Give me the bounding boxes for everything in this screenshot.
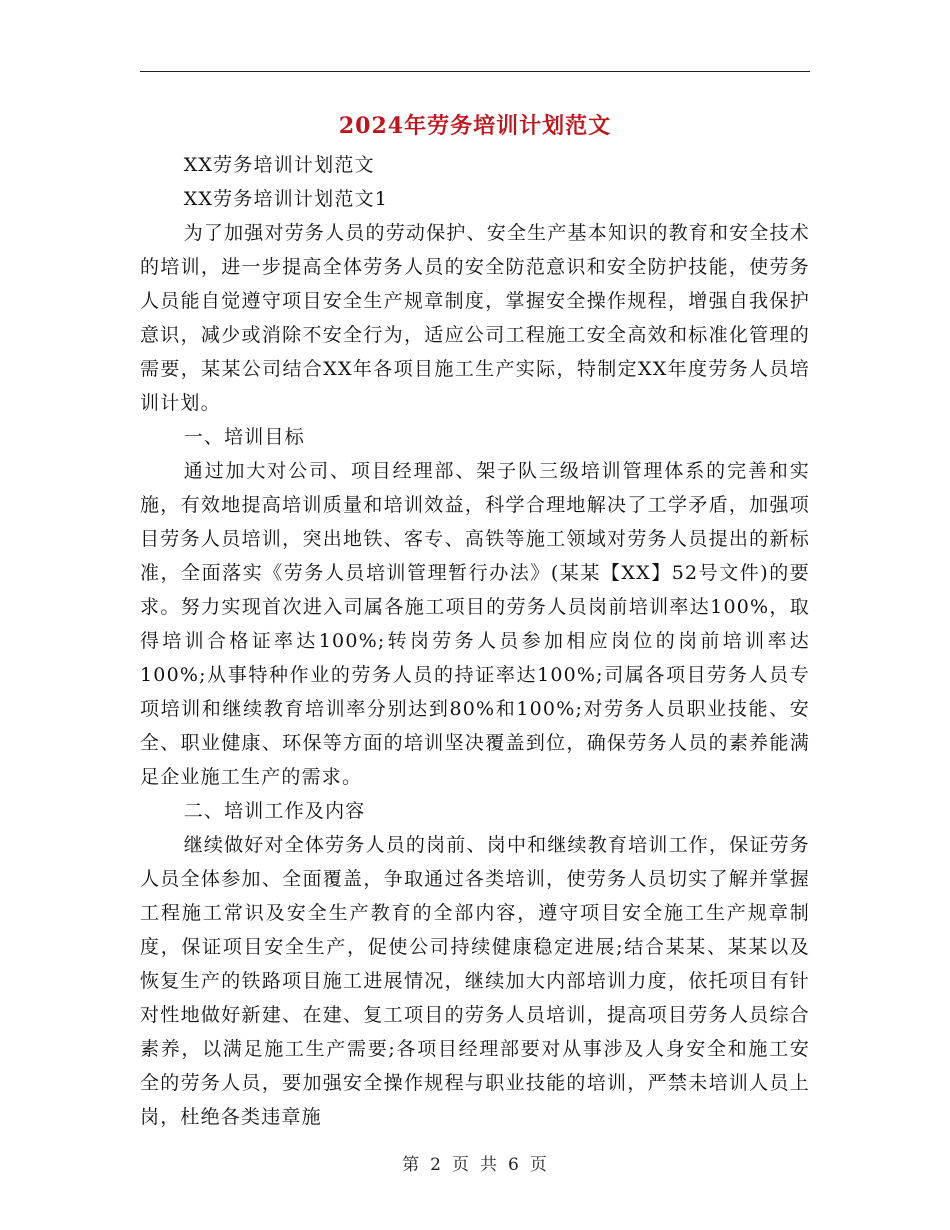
header-rule [140, 71, 810, 72]
paragraph-intro: 为了加强对劳务人员的劳动保护、安全生产基本知识的教育和安全技术的培训，进一步提高全体劳务人员的安全防范意识和安全防护技能，使劳务人员能自觉遵守项目安全生产规章制度，掌握安全操作规程，增强自我保护意识，减少或消除不安全行为，适应公司工程施工安全高效和标准化管理的需要，某某公司结合XX年各项目施工生产实际，特制定XX年度劳务人员培训计划。 [140, 222, 810, 414]
document-title: 2024年劳务培训计划范文 [338, 113, 612, 139]
page-total: 6 [508, 1155, 520, 1175]
paragraph-content: 继续做好对全体劳务人员的岗前、岗中和继续教育培训工作，保证劳务人员全体参加、全面覆盖，争取通过各类培训，使劳务人员切实了解并掌握工程施工常识及安全生产教育的全部内容，遵守项目安全施工生产规章制度，保证项目安全生产，促使公司持续健康稳定进展;结合某某、某某以及恢复生产的铁路项目施工进展情况，继续加大内部培训力度，依托项目有针对性地做好新建、在建、复工项目的劳务人员培训，提高项目劳务人员综合素养，以满足施工生产需要;各项目经理部要对从事涉及人身安全和施工安全的劳务人员，要加强安全操作规程与职业技能的培训，严禁未培训人员上岗，杜绝各类违章施 [140, 834, 810, 1128]
document-body [140, 148, 810, 1134]
footer-prefix: 第 [402, 1155, 421, 1175]
paragraph-doc-name: XX劳务培训计划范文 [183, 154, 375, 176]
footer-page-unit: 页 [452, 1155, 470, 1175]
page-number: 2 [430, 1155, 442, 1175]
footer-total-unit: 页 [529, 1155, 548, 1175]
footer-total-prefix: 共 [480, 1155, 498, 1175]
section-heading-content: 二、培训工作及内容 [183, 800, 366, 822]
paragraph-doc-subtitle: XX劳务培训计划范文1 [183, 188, 389, 210]
page-footer [140, 1152, 810, 1178]
section-heading-goals: 一、培训目标 [183, 426, 305, 448]
paragraph-goals: 通过加大对公司、项目经理部、架子队三级培训管理体系的完善和实施，有效地提高培训质量和培训效益，科学合理地解决了工学矛盾，加强项目劳务人员培训，突出地铁、客专、高铁等施工领域对劳务人员提出的新标准，全面落实《劳务人员培训管理暂行办法》(某某【XX】52号文件)的要求。努力实现首次进入司属各施工项目的劳务人员岗前培训率达100%，取得培训合格证率达100%;转岗劳务人员参加相应岗位的岗前培训率达100%;从事特种作业的劳务人员的持证率达100%;司属各项目劳务人员专项培训和继续教育培训率分别达到80%和100%;对劳务人员职业技能、安全、职业健康、环保等方面的培训坚决覆盖到位，确保劳务人员的素养能满足企业施工生产的需求。 [140, 460, 810, 788]
